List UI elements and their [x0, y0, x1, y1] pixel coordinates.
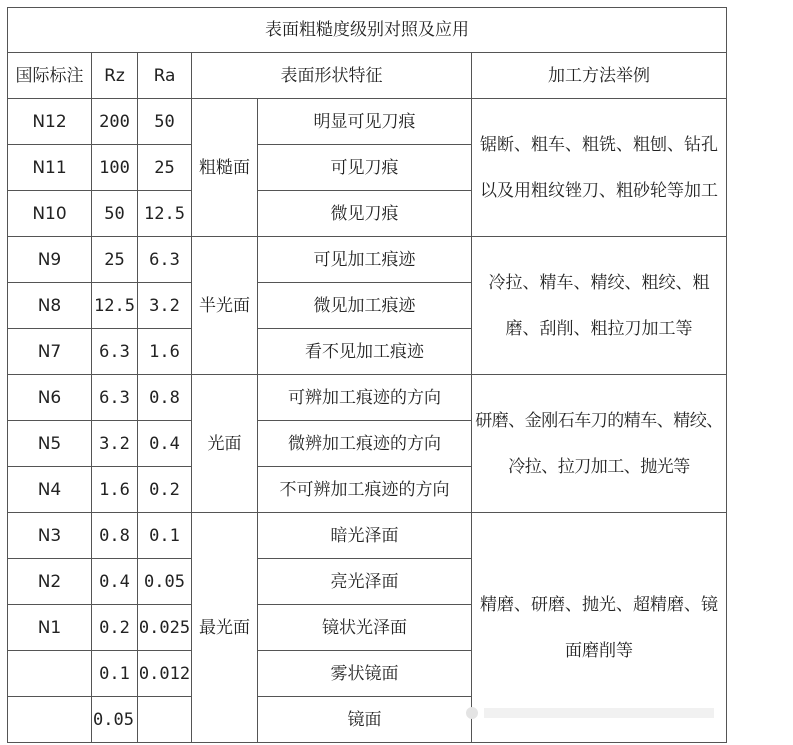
- cell-rz: 200: [92, 99, 138, 145]
- cell-surface-group: 最光面: [192, 513, 258, 743]
- cell-iso: N5: [8, 421, 92, 467]
- cell-ra: 25: [138, 145, 192, 191]
- cell-surface-group: 半光面: [192, 237, 258, 375]
- cell-rz: 0.2: [92, 605, 138, 651]
- table-row: [8, 513, 727, 559]
- cell-ra: 12.5: [138, 191, 192, 237]
- cell-rz: 0.1: [92, 651, 138, 697]
- cell-iso: N8: [8, 283, 92, 329]
- cell-method: [472, 237, 727, 375]
- cell-feature: 镜状光泽面: [258, 605, 472, 651]
- cell-iso: N11: [8, 145, 92, 191]
- cell-rz: 25: [92, 237, 138, 283]
- cell-iso: N2: [8, 559, 92, 605]
- cell-rz: 0.4: [92, 559, 138, 605]
- cell-iso: N4: [8, 467, 92, 513]
- method-text: 锯断、粗车、粗铣、粗刨、钻孔以及用粗纹锉刀、粗砂轮等加工: [480, 134, 719, 201]
- cell-feature: 镜面: [258, 697, 472, 743]
- cell-feature: 暗光泽面: [258, 513, 472, 559]
- cell-iso: N6: [8, 375, 92, 421]
- cell-surface-group: 光面: [192, 375, 258, 513]
- cell-feature: 微见加工痕迹: [258, 283, 472, 329]
- cell-iso: N10: [8, 191, 92, 237]
- header-method: 加工方法举例: [472, 53, 727, 99]
- cell-ra: 3.2: [138, 283, 192, 329]
- cell-rz: 6.3: [92, 329, 138, 375]
- watermark: [484, 708, 714, 718]
- cell-ra: 1.6: [138, 329, 192, 375]
- cell-iso: N1: [8, 605, 92, 651]
- cell-ra: [138, 697, 192, 743]
- cell-feature: 明显可见刀痕: [258, 99, 472, 145]
- cell-feature: 亮光泽面: [258, 559, 472, 605]
- cell-feature: 看不见加工痕迹: [258, 329, 472, 375]
- cell-iso: [8, 697, 92, 743]
- cell-ra: 0.8: [138, 375, 192, 421]
- cell-method: [472, 99, 727, 237]
- cell-iso: N12: [8, 99, 92, 145]
- table-row: [8, 99, 727, 145]
- cell-rz: 1.6: [92, 467, 138, 513]
- cell-rz: 0.8: [92, 513, 138, 559]
- header-iso: 国际标注: [8, 53, 92, 99]
- cell-feature: 雾状镜面: [258, 651, 472, 697]
- cell-method: [472, 375, 727, 513]
- watermark-logo-icon: [466, 707, 478, 719]
- cell-surface-group: 粗糙面: [192, 99, 258, 237]
- cell-feature: 不可辨加工痕迹的方向: [258, 467, 472, 513]
- cell-feature: 可见刀痕: [258, 145, 472, 191]
- cell-feature: 微见刀痕: [258, 191, 472, 237]
- cell-rz: 6.3: [92, 375, 138, 421]
- cell-rz: 50: [92, 191, 138, 237]
- method-text: 研磨、金刚石车刀的精车、精绞、冷拉、拉刀加工、抛光等: [475, 410, 723, 477]
- cell-feature: 可见加工痕迹: [258, 237, 472, 283]
- cell-ra: 0.025: [138, 605, 192, 651]
- table-row: [8, 375, 727, 421]
- method-text: 精磨、研磨、抛光、超精磨、镜面磨削等: [480, 594, 719, 661]
- cell-ra: 6.3: [138, 237, 192, 283]
- cell-ra: 0.2: [138, 467, 192, 513]
- cell-iso: N7: [8, 329, 92, 375]
- cell-rz: 100: [92, 145, 138, 191]
- cell-iso: N3: [8, 513, 92, 559]
- header-shape: 表面形状特征: [192, 53, 472, 99]
- cell-iso: [8, 651, 92, 697]
- cell-ra: 0.05: [138, 559, 192, 605]
- table-row: [8, 237, 727, 283]
- header-rz: Rz: [92, 53, 138, 99]
- cell-rz: 12.5: [92, 283, 138, 329]
- table-title: 表面粗糙度级别对照及应用: [8, 8, 727, 53]
- cell-ra: 0.1: [138, 513, 192, 559]
- method-text: 冷拉、精车、精绞、粗绞、粗磨、刮削、粗拉刀加工等: [488, 272, 710, 339]
- cell-rz: 0.05: [92, 697, 138, 743]
- cell-rz: 3.2: [92, 421, 138, 467]
- cell-feature: 微辨加工痕迹的方向: [258, 421, 472, 467]
- cell-ra: 50: [138, 99, 192, 145]
- cell-ra: 0.012: [138, 651, 192, 697]
- cell-feature: 可辨加工痕迹的方向: [258, 375, 472, 421]
- cell-ra: 0.4: [138, 421, 192, 467]
- header-ra: Ra: [138, 53, 192, 99]
- cell-iso: N9: [8, 237, 92, 283]
- roughness-table: [7, 7, 727, 743]
